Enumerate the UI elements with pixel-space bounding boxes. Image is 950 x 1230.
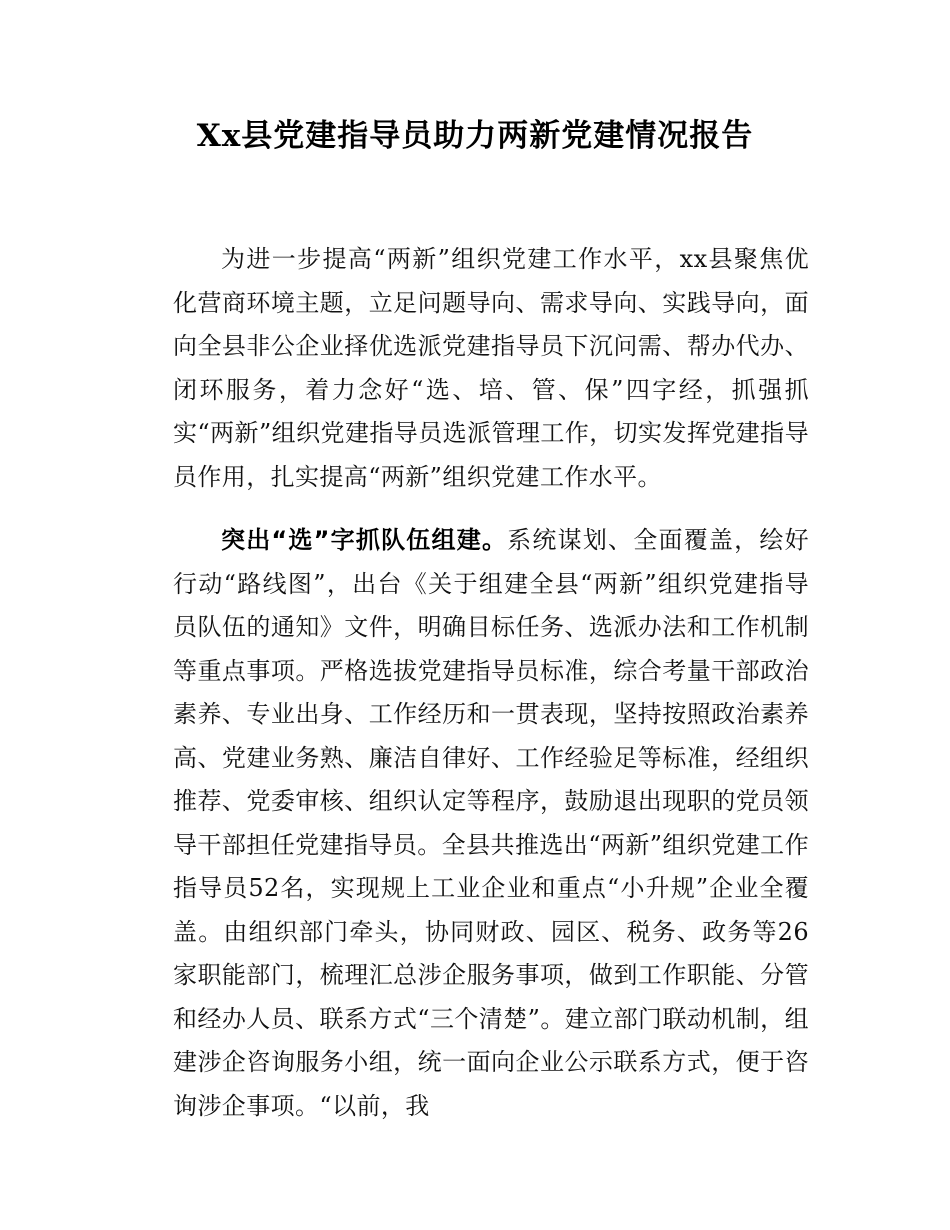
document-body bbox=[173, 238, 809, 1128]
paragraph-selection bbox=[173, 519, 809, 1128]
page-title: Xx县党建指导员助力两新党建情况报告 bbox=[196, 118, 754, 154]
paragraph-intro bbox=[173, 238, 809, 499]
paragraph-selection-text: 系统谋划、全面覆盖，绘好行动“路线图”，出台《关于组建全县“两新”组织党建指导员队伍的通知》文件，明确目标任务、选派办法和工作机制等重点事项。严格选拔党建指导员标准，综合考量干部政治素养、专业出身、工作经历和一贯表现，坚持按照政治素养高、党建业务熟、廉洁自律好、工作经验足等标准，经组织推荐、党委审核、组织认定等程序，鼓励退出现职的党员领导干部担任党建指导员。全县共推选出“两新”组织党建工作指导员52名，实现规上工业企业和重点“小升规”企业全覆盖。由组织部门牵头，协同财政、园区、税务、政务等26家职能部门，梳理汇总涉企服务事项，做到工作职能、分管和经办人员、联系方式“三个清楚”。建立部门联动机制，组建涉企咨询服务小组，统一面向企业公示联系方式，便于咨询涉企事项。“以前，我 bbox=[173, 526, 809, 1120]
paragraph-selection-heading: 突出“选”字抓队伍组建。 bbox=[221, 526, 508, 554]
paragraph-intro-text: 为进一步提高“两新”组织党建工作水平，xx县聚焦优化营商环境主题，立足问题导向、需求导向、实践导向，面向全县非公企业择优选派党建指导员下沉问需、帮办代办、闭环服务，着力念好“选、培、管、保”四字经，抓强抓实“两新”组织党建指导员选派管理工作，切实发挥党建指导员作用，扎实提高“两新”组织党建工作水平。 bbox=[173, 245, 809, 491]
